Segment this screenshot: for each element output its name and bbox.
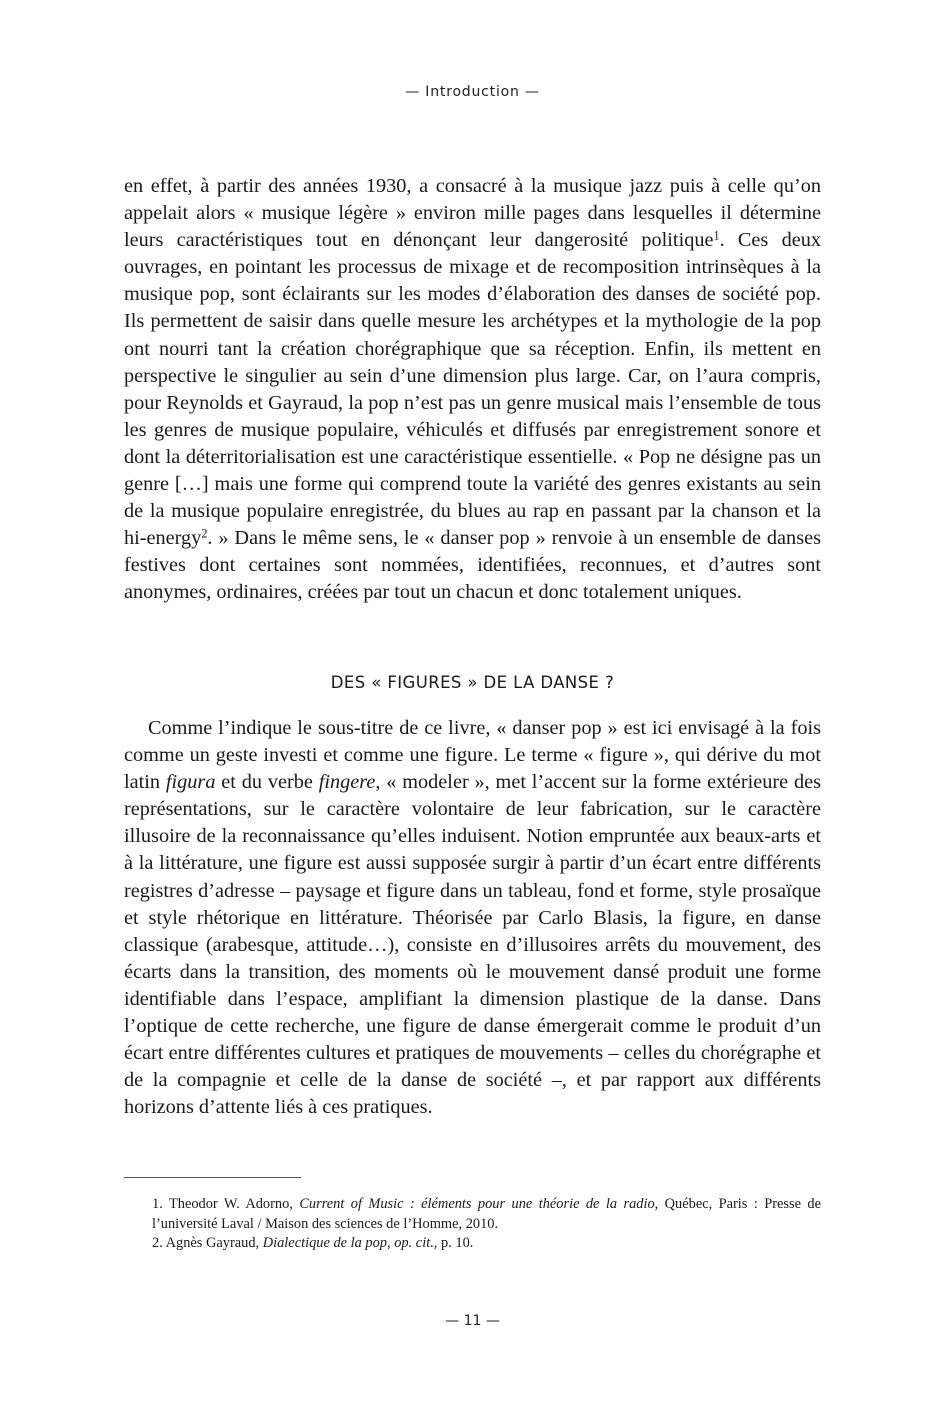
- footnotes: [124, 1195, 821, 1254]
- footnote-2-number: 2.: [152, 1235, 163, 1251]
- footnote-divider: [124, 1177, 301, 1178]
- footnote-1: [124, 1195, 821, 1234]
- footnote-ref-2[interactable]: 2: [201, 526, 208, 541]
- section-heading: DES « FIGURES » DE LA DANSE ?: [330, 673, 615, 692]
- body-paragraph-1: [124, 173, 821, 607]
- footnote-1-text-b: , Québec, Paris : Presse de l’université Laval / Maison des sciences de l’Homme, 2010.: [152, 1196, 821, 1232]
- footnote-ref-1[interactable]: 1: [713, 228, 720, 243]
- body-paragraph-2: [124, 715, 821, 1121]
- paragraph-2-text-a: Comme l’indique le sous-titre de ce livre, « danser pop » est ici envisagé à la fois comme un geste investi et comme une figure. Le terme « figure », qui dérive du mot latin: [124, 717, 821, 794]
- paragraph-2-text-b: et du verbe: [215, 771, 319, 794]
- paragraph-2-italic-figura: figura: [165, 771, 216, 794]
- running-header: — Introduction —: [405, 84, 540, 100]
- footnote-2-op-cit: op. cit.: [394, 1235, 434, 1251]
- paragraph-1-text-b: . Ces deux ouvrages, en pointant les processus de mixage et de recomposition intrinsèques à la musique pop, sont éclairants sur les modes d’élaboration des danses de société pop. Ils permettent de saisir dans quelle mesure les archétypes et la mythologie de la pop ont nourri tant la création chorégraphique que sa réception. Enfin, ils mettent en perspective le singulier au sein d’une dimension plus large. Car, on l’aura compris, pour Reynolds et Gayraud, la pop n’est pas un genre musical mais l’ensemble de tous les genres de musique populaire, véhiculés et diffusés par enregistrement sonore et dont la déterritorialisation est une caractéristique essentielle. « Pop ne désigne pas un genre […] mais une forme qui comprend toute la variété des genres existants au sein de la musique populaire enregistrée, du blues au rap en passant par la chanson et la hi-energy: [124, 229, 821, 550]
- paragraph-2-text-c: , « modeler », met l’accent sur la forme extérieure des représentations, sur le caractère volontaire de leur fabrication, sur le caractère illusoire de la reconnaissance qu’elles induisent. Notion empruntée aux beaux-arts et à la littérature, une figure est aussi supposée surgir à partir d’un écart entre différents registres d’adresse – paysage et figure dans un tableau, fond et forme, style prosaïque et style rhétorique en littérature. Théorisée par Carlo Blasis, la figure, en danse classique (arabesque, attitude…), consiste en d’illusoires arrêts du mouvement, des écarts dans la transition, des moments où le mouvement dansé produit une forme identifiable dans l’espace, amplifiant la dimension plastique de la danse. Dans l’optique de cette recherche, une figure de danse émergerait comme le produit d’un écart entre différentes cultures et pratiques de mouvements – celles du chorégraphe et de la compagnie et celle de la danse de société –, et par rapport aux différents horizons d’attente liés à ces pratiques.: [124, 771, 821, 1119]
- page-number: — 11 —: [445, 1313, 500, 1329]
- footnote-1-number: 1.: [152, 1196, 163, 1212]
- footnote-2-text-b: ,: [387, 1235, 395, 1251]
- footnote-2-text-a: Agnès Gayraud,: [165, 1235, 263, 1251]
- paragraph-1-text-a: en effet, à partir des années 1930, a consacré à la musique jazz puis à celle qu’on appelait alors « musique légère » environ mille pages dans lesquelles il détermine leurs caractéristiques tout en dénonçant leur dangerosité politique: [124, 175, 821, 252]
- footnote-2-title: Dialectique de la pop: [262, 1235, 388, 1251]
- footnote-1-title: Current of Music : éléments pour une théorie de la radio: [299, 1196, 655, 1212]
- footnote-1-text-a: Theodor W. Adorno,: [168, 1196, 300, 1212]
- footnote-2: [124, 1234, 821, 1254]
- paragraph-2-italic-fingere: fingere: [318, 771, 376, 794]
- footnote-2-text-c: , p. 10.: [433, 1235, 474, 1251]
- paragraph-1-text-c: . » Dans le même sens, le « danser pop » renvoie à un ensemble de danses festives dont certaines sont nommées, identifiées, reconnues, et d’autres sont anonymes, ordinaires, créées par tout un chacun et donc totalement uniques.: [124, 527, 821, 604]
